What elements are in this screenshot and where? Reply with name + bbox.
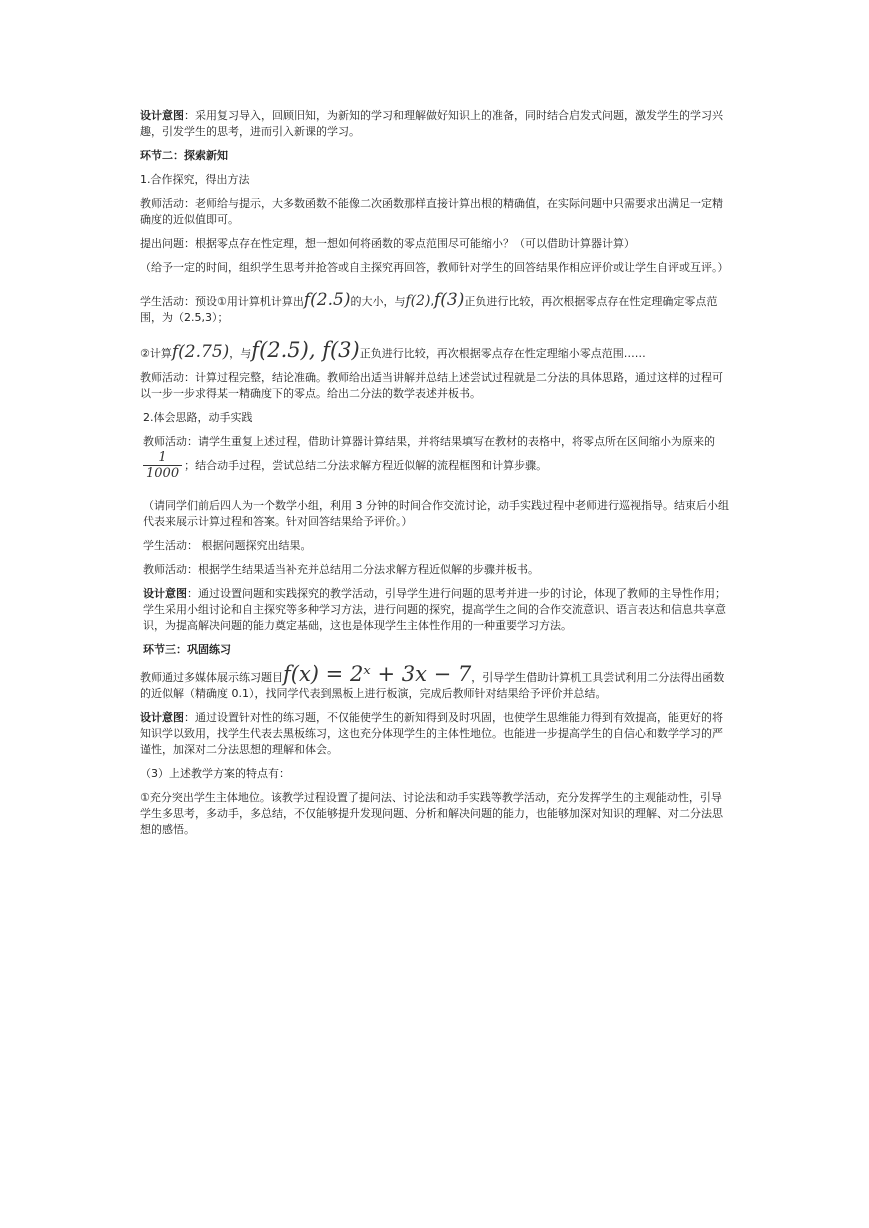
formula-f-2-75: f(2.75): [171, 342, 230, 362]
design-intent-paragraph-1: [140, 108, 730, 140]
feature-item-1: ①充分突出学生主体地位。该教学过程设置了提问法、讨论法和动手实践等教学活动，充分发挥学生的主观能动性，引导学生多思考，多动手，多总结，不仅能够提升发现问题、分析和解决问题的能力，也能够加深对知识的理解、对二分法思想的感悟。: [140, 791, 723, 836]
features-heading: （3）上述教学方案的特点有：: [140, 767, 290, 780]
teacher-activity-2: 教师活动：计算过程完整，结论准确。教师给出适当讲解并总结上述尝试过程就是二分法的具体思路，通过这样的过程可以一步一步求得某一精确度下的零点。给出二分法的数学表述并板书。: [140, 371, 723, 400]
design-intent-label: 设计意图: [143, 587, 187, 600]
fraction-one-thousandth: [143, 450, 182, 482]
design-intent-text: ：采用复习导入，回顾旧知，为新知的学习和理解做好知识上的准备，同时结合启发式问题，激发学生的学习兴趣，引发学生的思考，进而引入新课的学习。: [140, 109, 723, 138]
subsection-2: 2.体会思路，动手实践: [143, 411, 253, 424]
student-activity-1: [140, 292, 730, 326]
text-span: 学生活动：预设①用计算机计算出: [140, 295, 304, 308]
teacher-activity-1: 教师活动：老师给与提示，大多数函数不能像二次函数那样直接计算出根的精确值，在实际问题中只需要求出满足一定精确度的近似值即可。: [140, 197, 723, 226]
text-span: ②计算: [140, 347, 172, 360]
fraction-denominator: 1000: [146, 466, 180, 481]
formula-f-3: f(3): [433, 290, 465, 310]
text-span: 教师活动：请学生重复上述过程，借助计算器计算结果，并将结果填写在教材的表格中，将零点所在区间缩小为原来的: [143, 435, 715, 448]
note-paragraph-1: （给予一定的时间，组织学生思考并抢答或自主探究再回答，教师针对学生的回答结果作相应评价或让学生自评或互评。）: [140, 261, 729, 274]
exercise-formula: f(x) = 2ˣ + 3x − 7: [283, 662, 472, 686]
subsection-1: 1.合作探究，得出方法: [140, 173, 250, 186]
design-intent-text: ：通过设置问题和实践探究的教学活动，引导学生进行问题的思考并进一步的讨论，体现了教师的主导性作用；学生采用小组讨论和自主探究等多种学习方法，进行问题的探究，提高学生之间的合作交流意识、语言表达和信息共享意识，为提高解决问题的能力奠定基础，这也是体现学生主体性作用的一种重要学习方法。: [143, 587, 726, 632]
fraction-numerator: 1: [143, 450, 182, 466]
design-intent-paragraph-3: [140, 710, 730, 758]
document-body: [140, 108, 730, 846]
student-activity-3: 学生活动： 根据问题探究出结果。: [143, 539, 312, 552]
formula-f-2-5: f(2.5): [303, 290, 351, 310]
design-intent-paragraph-2: [140, 586, 730, 634]
text-span: ，引导学生借助计算机工具尝试利用二分法得出函数的近似解（精确度 0.1），找同学代表到黑板上进行板演，完成后教师针对结果给予评价并总结。: [140, 671, 725, 700]
formula-f-2: f(2): [405, 293, 431, 309]
text-span: ；结合动手过程，尝试总结二分法求解方程近似解的流程框图和计算步骤。: [184, 459, 548, 472]
text-span: 教师通过多媒体展示练习题目: [140, 671, 283, 684]
design-intent-label: 设计意图: [140, 109, 184, 122]
text-span: 正负进行比较，再次根据零点存在性定理缩小零点范围……: [359, 347, 646, 360]
section-heading-2: 环节二：探索新知: [140, 149, 228, 162]
text-span: 正负进行比较，再次根据零点存在性定理确定零点范围，为（2.5,3）；: [140, 295, 718, 324]
teacher-activity-3: [140, 434, 730, 482]
question-paragraph: 提出问题：根据零点存在性定理，想一想如何将函数的零点范围尽可能缩小？（可以借助计算器计算）: [140, 237, 635, 250]
note-paragraph-2: （请同学们前后四人为一个数学小组，利用 3 分钟的时间合作交流讨论，动手实践过程中老师进行巡视指导。结束后小组代表来展示计算过程和答案。针对回答结果给予评价。）: [143, 499, 729, 528]
teacher-activity-4: 教师活动：根据学生结果适当补充并总结用二分法求解方程近似解的步骤并板书。: [143, 563, 539, 576]
formula-f-2-5-f-3: f(2.5), f(3): [251, 338, 360, 362]
design-intent-text: ：通过设置针对性的练习题，不仅能使学生的新知得到及时巩固，也使学生思维能力得到有效提高，能更好的将知识学以致用，找学生代表去黑板练习，这也充分体现学生的主体性地位。也能进一步提高学生的自信心和数学学习的严谨性，加深对二分法思想的理解和体会。: [140, 711, 723, 756]
exercise-paragraph: [140, 662, 730, 702]
text-span: ，与: [229, 347, 252, 360]
text-span: ,: [430, 295, 434, 308]
section-heading-3: 环节三：巩固练习: [143, 643, 231, 656]
design-intent-label: 设计意图: [140, 711, 184, 724]
text-span: 的大小，与: [350, 295, 406, 308]
student-activity-2: [140, 338, 730, 362]
